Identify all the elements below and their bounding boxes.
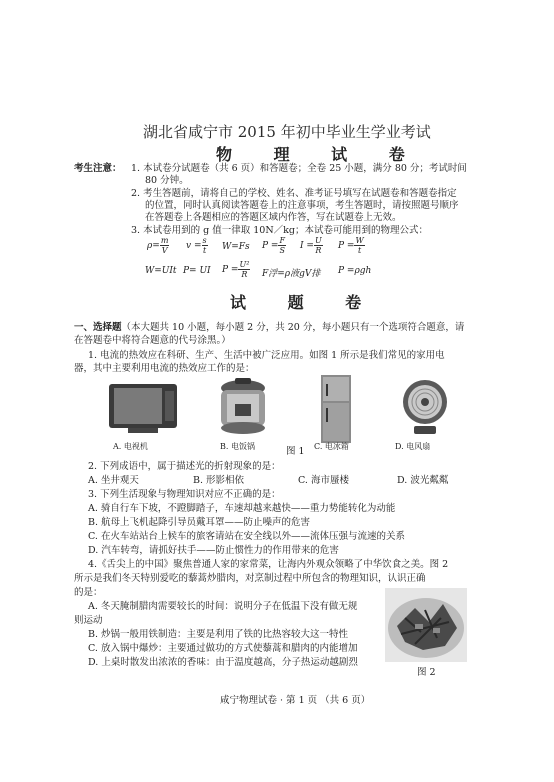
tv-icon xyxy=(108,383,178,435)
rice-cooker-icon xyxy=(213,376,273,438)
q3-option-a: A. 骑自行车下坡，不蹬脚踏子，车速却越来越快——重力势能转化为动能 xyxy=(88,503,396,514)
numerator: m xyxy=(160,236,169,245)
q3-stem: 3. 下列生活现象与物理知识对应不正确的是： xyxy=(88,489,281,500)
fraction xyxy=(202,236,208,255)
note-1-line-1: 1. 本试卷分试题卷（共 6 页）和答题卷；全卷 25 小题，满分 80 分；考试时间 xyxy=(131,163,467,174)
tv-image xyxy=(108,383,178,435)
fridge-image xyxy=(320,374,352,444)
formula-pressure xyxy=(262,236,286,255)
q2-option-b: B. 形影相依 xyxy=(193,475,245,486)
section-title: 试 题 卷 xyxy=(230,293,380,312)
denominator: t xyxy=(357,246,362,255)
numerator: F xyxy=(279,236,286,245)
denominator: R xyxy=(241,270,248,279)
q1-line-1: 1. 电流的热效应在科研、生产、生活中被广泛应用。如图 1 所示是我们常见的家用电 xyxy=(88,350,445,361)
q4-line-2: 所示是我们冬天特别爱吃的藜蒿炒腊肉，对烹制过程中所包含的物理知识，认识正确 xyxy=(74,573,426,584)
formula-work: W=Fs xyxy=(222,242,250,252)
fraction xyxy=(278,236,286,255)
section-1-header xyxy=(74,322,464,334)
formula-pressure-lhs: P = xyxy=(262,241,279,251)
numerator: W xyxy=(355,236,364,245)
q2-option-d: D. 波光粼粼 xyxy=(397,475,449,486)
denominator: t xyxy=(202,246,207,255)
fig1-caption-d: D. 电风扇 xyxy=(395,442,431,451)
fraction xyxy=(160,236,170,255)
q4-option-c: C. 放入锅中爆炒：主要通过做功的方式使藜蒿和腊肉的内能增加 xyxy=(88,643,358,654)
formula-density xyxy=(147,236,169,255)
formula-current xyxy=(300,236,323,255)
note-2-line-3: 在答题卷上各题相应的答题区域内作答，写在试题卷上无效。 xyxy=(145,212,402,223)
q2-option-a: A. 坐井观天 xyxy=(88,475,139,486)
denominator: V xyxy=(161,246,168,255)
fraction xyxy=(238,260,250,279)
page-footer: 咸宁物理试卷 · 第 1 页 （共 6 页） xyxy=(220,695,371,706)
fig1-caption-c: C. 电冰箱 xyxy=(314,442,349,451)
formula-current-lhs: I = xyxy=(300,241,314,251)
formula-power xyxy=(338,236,365,255)
formula-electric-work: W=UIt xyxy=(145,266,177,276)
dish-image xyxy=(385,588,467,662)
q4-line-1: 4.《舌尖上的中国》聚焦普通人家的家常菜，让海内外观众领略了中华饮食之美。图 2 xyxy=(88,559,449,570)
formula-speed-lhs: v = xyxy=(186,241,202,251)
fridge-icon xyxy=(320,374,352,444)
fig1-caption-a: A. 电视机 xyxy=(113,442,148,451)
note-3: 3. 本试卷用到的 g 值一律取 10N／kg；本试卷可能用到的物理公式： xyxy=(131,225,428,236)
note-2-line-1: 2. 考生答题前，请将自己的学校、姓名、准考证号填写在试题卷和答题卷指定 xyxy=(131,188,457,199)
note-2-line-2: 的位置，同时认真阅读答题卷上的注意事项，考生答题时，请按照题号顺序 xyxy=(145,200,459,211)
numerator: U² xyxy=(239,260,250,269)
numerator: U xyxy=(314,236,322,245)
q4-option-a-line-1: A. 冬天腌制腊肉需要较长的时间：说明分子在低温下没有做无规 xyxy=(88,601,358,612)
section-1-header-line-2: 在答题卷中将符合题意的代号涂黑。） xyxy=(74,335,231,346)
formula-speed xyxy=(186,236,208,255)
fig2-label: 图 2 xyxy=(417,667,436,678)
formula-power-resistance-lhs: P = xyxy=(222,265,239,275)
fig1-caption-b: B. 电饭锅 xyxy=(220,442,255,451)
q4-option-a-line-2: 则运动 xyxy=(74,615,103,626)
fan-image xyxy=(400,378,450,436)
rice-cooker-image xyxy=(213,376,273,438)
formula-power-resistance xyxy=(222,260,250,279)
section-1-instructions: （本大题共 10 小题，每小题 2 分，共 20 分，每小题只有一个选项符合题意，请 xyxy=(121,322,465,333)
subject-title: 物 理 试 卷 xyxy=(216,145,423,164)
q3-option-b: B. 航母上飞机起降引导员戴耳罩——防止噪声的危害 xyxy=(88,517,311,528)
note-1-line-2: 80 分钟。 xyxy=(145,175,189,186)
q1-line-2: 器，其中主要利用电流的热效应工作的是： xyxy=(74,363,255,374)
fraction xyxy=(314,236,323,255)
denominator: S xyxy=(279,246,285,255)
formula-liquid-pressure: P =ρgh xyxy=(338,266,372,276)
stir-fry-dish-icon xyxy=(385,588,467,662)
q3-option-d: D. 汽车转弯，请抓好扶手——防止惯性力的作用带来的危害 xyxy=(88,545,339,556)
exam-title: 湖北省咸宁市 2015 年初中毕业生学业考试 xyxy=(143,123,431,141)
formula-power-lhs: P = xyxy=(338,241,355,251)
numerator: s xyxy=(202,236,207,245)
q4-line-3: 的是： xyxy=(74,587,103,598)
fig1-label: 图 1 xyxy=(286,446,305,457)
q3-option-c: C. 在火车站站台上候车的旅客请站在安全线以外——流体压强与流速的关系 xyxy=(88,531,405,542)
formula-buoyancy: F浮=ρ液gV排 xyxy=(262,269,321,279)
section-1-label: 一、选择题 xyxy=(74,322,122,333)
denominator: R xyxy=(315,246,322,255)
fan-icon xyxy=(400,378,450,436)
notes-label: 考生注意： xyxy=(74,163,122,174)
q4-option-d: D. 上桌时散发出浓浓的香味：由于温度越高，分子热运动越剧烈 xyxy=(88,657,358,668)
fraction xyxy=(354,236,364,255)
formula-electric-power: P= UI xyxy=(183,266,211,276)
formula-density-lhs: ρ= xyxy=(147,241,160,251)
q2-stem: 2. 下列成语中，属于描述光的折射现象的是： xyxy=(88,461,281,472)
q4-option-b: B. 炒锅一般用铁制造：主要是利用了铁的比热容较大这一特性 xyxy=(88,629,349,640)
q2-option-c: C. 海市蜃楼 xyxy=(298,475,349,486)
